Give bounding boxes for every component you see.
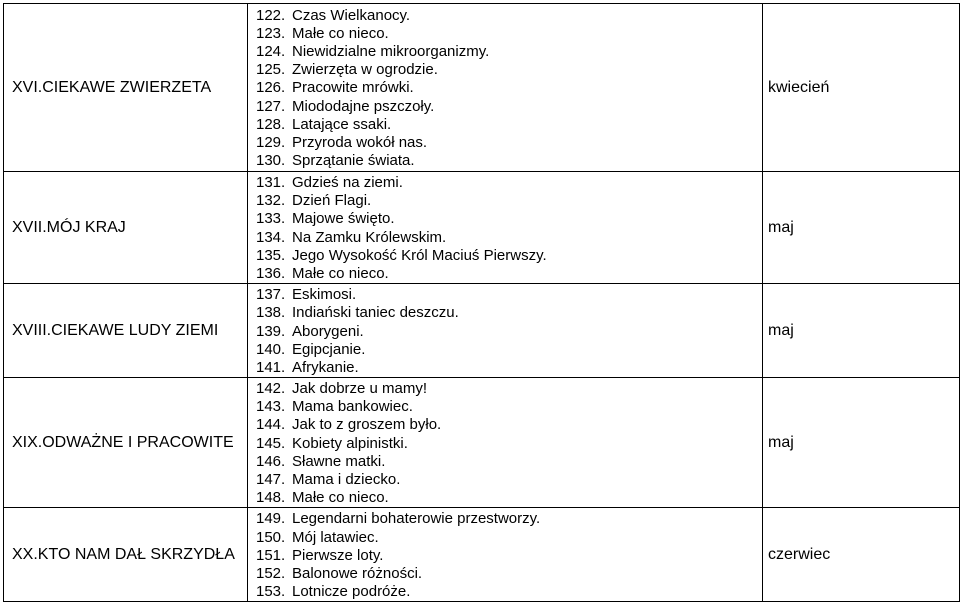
lesson-item: [256, 398, 762, 416]
lesson-item: [256, 435, 762, 453]
lesson-title: Afrykanie.: [292, 358, 359, 376]
lesson-number: 145.: [256, 434, 286, 452]
lesson-item: [256, 247, 762, 265]
lesson-title: Lotnicze podróże.: [292, 583, 411, 601]
lesson-number: 144.: [256, 416, 286, 434]
lesson-number: 151.: [256, 546, 286, 564]
lessons-cell: [248, 284, 763, 378]
lesson-number: 131.: [256, 174, 286, 191]
section-row: [4, 378, 960, 508]
lesson-item: [256, 61, 762, 79]
lesson-item: [256, 453, 762, 471]
lesson-item: [256, 304, 762, 322]
lesson-number: 124.: [256, 43, 286, 61]
lesson-title: Niewidzialne mikroorganizmy.: [292, 43, 490, 61]
lesson-title: Jak dobrze u mamy!: [292, 380, 428, 398]
lesson-title: Egipcjanie.: [292, 340, 366, 358]
lesson-number: 149.: [256, 510, 286, 528]
lesson-item: [256, 565, 762, 583]
lesson-item: [256, 380, 762, 398]
lesson-number: 148.: [256, 489, 286, 507]
lesson-title: Sławne matki.: [292, 452, 386, 470]
lesson-item: [256, 134, 762, 152]
lesson-item: [256, 152, 762, 170]
lesson-item: [256, 547, 762, 565]
lesson-title: Małe co nieco.: [292, 489, 389, 507]
lesson-title: Jak to z groszem było.: [292, 416, 442, 434]
lesson-item: [256, 359, 762, 377]
lesson-item: [256, 265, 762, 283]
lesson-number: 122.: [256, 6, 286, 24]
lesson-number: 133.: [256, 210, 286, 228]
section-title: XIX.ODWAŻNE I PRACOWITE: [4, 378, 248, 508]
lesson-title: Mój latawiec.: [292, 528, 379, 546]
lesson-item: [256, 583, 762, 601]
section-row: [4, 284, 960, 378]
lesson-title: Kobiety alpinistki.: [292, 434, 408, 452]
lesson-title: Na Zamku Królewskim.: [292, 228, 447, 246]
lesson-title: Dzień Flagi.: [292, 192, 372, 210]
lesson-number: 139.: [256, 322, 286, 340]
lesson-item: [256, 192, 762, 210]
lesson-number: 135.: [256, 246, 286, 264]
lesson-number: 152.: [256, 564, 286, 582]
curriculum-table-body: [4, 4, 960, 602]
lesson-item: [256, 286, 762, 304]
lesson-number: 140.: [256, 340, 286, 358]
lessons-cell: [248, 4, 763, 172]
month-label: maj: [763, 378, 960, 508]
lesson-title: Aborygeni.: [292, 322, 364, 340]
lesson-number: 137.: [256, 286, 286, 304]
lesson-item: [256, 416, 762, 434]
month-label: czerwiec: [763, 508, 960, 602]
section-title: XX.KTO NAM DAŁ SKRZYDŁA: [4, 508, 248, 602]
lesson-number: 126.: [256, 79, 286, 97]
lesson-title: Gdzieś na ziemi.: [292, 174, 403, 191]
lesson-item: [256, 229, 762, 247]
lesson-number: 141.: [256, 358, 286, 376]
month-label: maj: [763, 284, 960, 378]
lesson-title: Legendarni bohaterowie przestworzy.: [292, 510, 541, 528]
lesson-title: Mama bankowiec.: [292, 398, 413, 416]
lesson-item: [256, 471, 762, 489]
lesson-item: [256, 510, 762, 528]
lesson-title: Latające ssaki.: [292, 115, 392, 133]
lesson-item: [256, 323, 762, 341]
section-title: XVIII.CIEKAWE LUDY ZIEMI: [4, 284, 248, 378]
lesson-item: [256, 25, 762, 43]
month-label: kwiecień: [763, 4, 960, 172]
lesson-number: 132.: [256, 192, 286, 210]
lesson-title: Zwierzęta w ogrodzie.: [292, 61, 438, 79]
lesson-item: [256, 174, 762, 192]
lesson-title: Indiański taniec deszczu.: [292, 304, 459, 322]
lesson-list: [256, 510, 762, 601]
lesson-item: [256, 79, 762, 97]
lesson-item: [256, 43, 762, 61]
lesson-number: 147.: [256, 471, 286, 488]
month-label: maj: [763, 172, 960, 284]
lesson-number: 136.: [256, 264, 286, 282]
lesson-number: 129.: [256, 133, 286, 151]
lesson-number: 142.: [256, 380, 286, 398]
lesson-item: [256, 7, 762, 25]
lesson-list: [256, 7, 762, 171]
section-row: [4, 4, 960, 172]
lessons-cell: [248, 378, 763, 508]
lesson-number: 123.: [256, 24, 286, 42]
lesson-title: Miododajne pszczoły.: [292, 97, 435, 115]
lessons-cell: [248, 508, 763, 602]
lesson-title: Pierwsze loty.: [292, 546, 384, 564]
lesson-title: Sprzątanie świata.: [292, 152, 415, 170]
section-row: [4, 172, 960, 284]
lesson-title: Małe co nieco.: [292, 24, 389, 42]
section-title: XVI.CIEKAWE ZWIERZETA: [4, 4, 248, 172]
lesson-number: 134.: [256, 228, 286, 246]
lesson-number: 130.: [256, 152, 286, 170]
lesson-item: [256, 489, 762, 507]
lesson-number: 153.: [256, 583, 286, 601]
lesson-item: [256, 529, 762, 547]
lesson-item: [256, 98, 762, 116]
lesson-number: 125.: [256, 61, 286, 79]
lesson-number: 143.: [256, 398, 286, 416]
lesson-number: 128.: [256, 115, 286, 133]
lessons-cell: [248, 172, 763, 284]
lesson-number: 127.: [256, 97, 286, 115]
lesson-title: Balonowe różności.: [292, 564, 423, 582]
lesson-number: 138.: [256, 304, 286, 322]
lesson-item: [256, 116, 762, 134]
lesson-number: 146.: [256, 452, 286, 470]
lesson-item: [256, 210, 762, 228]
section-title: XVII.MÓJ KRAJ: [4, 172, 248, 284]
lesson-title: Czas Wielkanocy.: [292, 6, 411, 24]
curriculum-table: [3, 3, 960, 602]
lesson-list: [256, 286, 762, 377]
lesson-item: [256, 341, 762, 359]
lesson-list: [256, 380, 762, 507]
section-row: [4, 508, 960, 602]
lesson-title: Jego Wysokość Król Maciuś Pierwszy.: [292, 246, 547, 264]
lesson-list: [256, 174, 762, 283]
lesson-title: Mama i dziecko.: [292, 471, 401, 488]
lesson-title: Majowe święto.: [292, 210, 395, 228]
lesson-number: 150.: [256, 528, 286, 546]
lesson-title: Eskimosi.: [292, 286, 357, 304]
lesson-title: Przyroda wokół nas.: [292, 133, 428, 151]
lesson-title: Małe co nieco.: [292, 264, 389, 282]
lesson-title: Pracowite mrówki.: [292, 79, 414, 97]
